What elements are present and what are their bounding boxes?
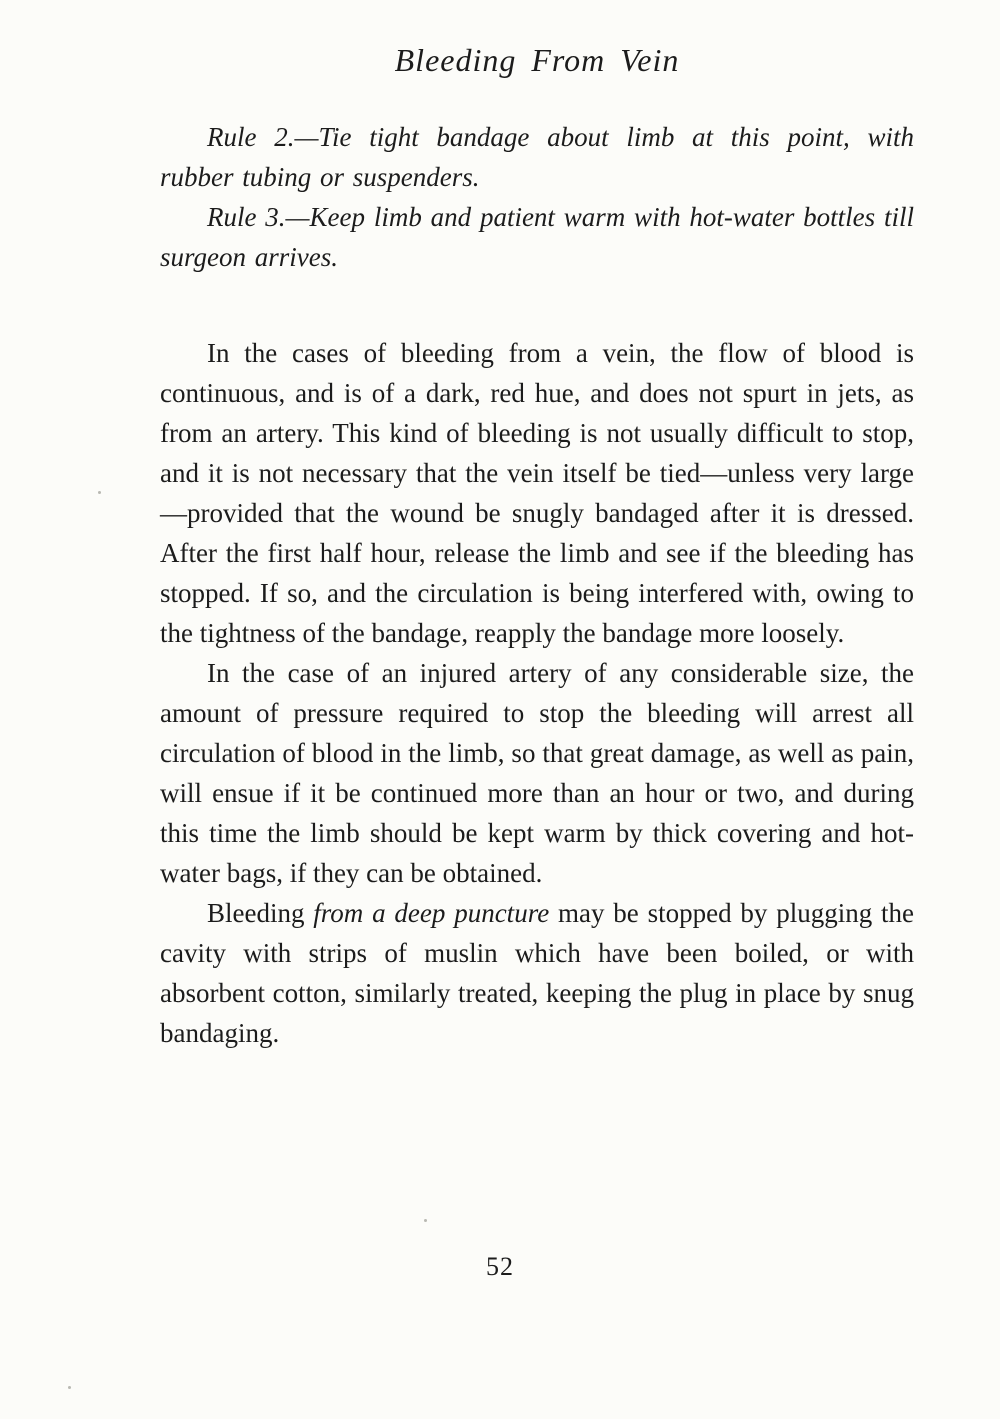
page-content — [160, 42, 914, 1053]
deep-puncture-italic: from a deep puncture — [313, 898, 550, 928]
paragraph-injured-artery: In the case of an injured artery of any considerable size, the amount of pressure required to stop the bleeding will arrest all circulation of blood in the limb, so that great damage, as well as pain, will ensue if it be continued more than an hour or two, and during this time the limb should be kept warm by thick covering and hot-water bags, if they can be obtained. — [160, 658, 914, 888]
paragraph-vein-bleeding: In the cases of bleeding from a vein, the flow of blood is continuous, and is of a dark, red hue, and does not spurt in jets, as from an artery. This kind of bleeding is not usually difficult to stop, and it is not necessary that the vein itself be tied—unless very large—provided that the wound be snugly bandaged after it is dressed. After the first half hour, release the limb and see if the bleeding has stopped. If so, and the circulation is being interfered with, owing to the tightness of the bandage, reapply the bandage more loosely. — [160, 338, 914, 648]
scan-speck — [424, 1219, 427, 1222]
scan-speck — [68, 1386, 71, 1389]
rule-2: Rule 2.—Tie tight bandage about limb at this point, with rubber tubing or suspenders. — [160, 122, 914, 192]
deep-puncture-before: Bleeding — [207, 898, 314, 928]
scan-speck — [98, 491, 101, 494]
rule-3: Rule 3.—Keep limb and patient warm with hot-water bottles till surgeon arrives. — [160, 202, 914, 272]
body-text-block — [160, 333, 914, 1053]
page-title: Bleeding From Vein — [394, 42, 680, 78]
page-number: 52 — [486, 1252, 514, 1281]
paragraph-deep-puncture — [160, 893, 914, 1053]
deep-puncture-after: may be stopped by plugging the cavity with strips of muslin which have been boiled, or with absorbent cotton, similarly treated, keeping the plug in place by snug bandaging. — [160, 898, 915, 1048]
